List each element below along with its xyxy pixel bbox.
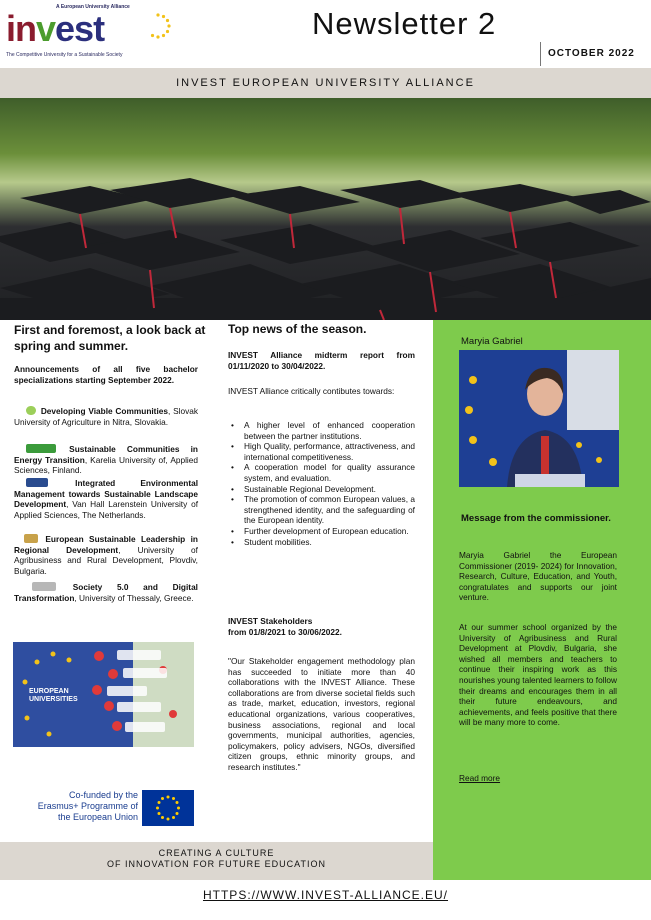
list-item: • A cooperation model for quality assurance system, and evaluation. — [228, 462, 415, 483]
contribution-list — [228, 420, 415, 547]
column-commissioner — [433, 320, 651, 880]
motto-line-1: CREATING A CULTURE — [158, 848, 275, 858]
list-item: • High Quality, performance, attractiveness, and international competitiveness. — [228, 441, 415, 462]
erasmus-text: Co-funded by the Erasmus+ Programme of the European Union — [37, 790, 138, 822]
stakeholders-quote: "Our Stakeholder engagement methodology plan has succeeded to initiate more than 40 collaborations with the INVEST Alliance. These collaborations are from diverse societal fields such as trade, market, education, investors, regional educational organizations, various cooperatives, business associations, regional and local governments, municipal authorities, agencies, policymakers, policy advisers, NGOs, diversified citizen groups, ethnic minority groups, and research institutes." — [228, 656, 415, 772]
newsletter-date: OCTOBER 2022 — [548, 48, 635, 59]
stakeholders-title: INVEST Stakeholders from 01/8/2021 to 30/06/2022. — [228, 616, 342, 637]
commissioner-paragraph-1: Maryia Gabriel the European Commissioner (2019- 2024) for Innovation, Research, Culture, Education, and Youth, congratulates and supports our joint venture. — [459, 550, 617, 603]
list-item: • A higher level of enhanced cooperation between the partner institutions. — [228, 420, 415, 441]
karelia-logo-icon — [26, 444, 56, 453]
specialization-item: European Sustainable Leadership in Regional Development, University of Agribusiness and Rural Development, Plovdiv, Bulgaria. — [14, 534, 198, 576]
logo-wordmark: invest — [6, 8, 105, 49]
look-back-heading: First and foremost, a look back at spring and summer. — [14, 323, 206, 353]
specializations-intro: Announcements of all five bachelor specializations starting September 2022. — [14, 364, 198, 385]
invest-logo[interactable] — [6, 4, 176, 62]
column-look-back — [0, 320, 221, 842]
vhl-logo-icon — [26, 478, 48, 487]
newsletter-title: Newsletter 2 — [312, 6, 497, 41]
website-link[interactable]: HTTPS://WWW.INVEST-ALLIANCE.EU/ — [202, 888, 449, 902]
motto-line-2: OF INNOVATION FOR FUTURE EDUCATION — [107, 859, 326, 869]
thessaly-logo-icon — [32, 582, 56, 591]
erasmus-cofunded-logo — [30, 790, 200, 826]
eu-flag-icon — [142, 790, 194, 826]
newsletter-header — [0, 0, 651, 68]
list-item: • Student mobilities. — [228, 537, 415, 548]
top-news-heading: Top news of the season. — [228, 322, 367, 336]
specialization-item: Society 5.0 and Digital Transformation, University of Thessaly, Greece. — [14, 582, 198, 603]
specialization-item: Integrated Environmental Management towards Sustainable Landscape Development, Van Hall Larenstein University of Applied Sciences, The Netherlands. — [14, 478, 199, 520]
footer-motto — [0, 842, 433, 880]
specialization-item: Sustainable Communities in Energy Transition, Karelia University of, Applied Sciences, Finland. — [14, 444, 199, 476]
report-intro: INVEST Alliance critically contibutes towards: — [228, 386, 395, 396]
graduation-caps-photo — [0, 98, 651, 320]
list-item: • Further development of European education. — [228, 526, 415, 537]
list-item: • The promotion of common European values, a strengthened identity, and the safeguarding of the European identity. — [228, 494, 415, 526]
column-top-news — [221, 320, 433, 842]
map-title: EUROPEAN UNIVERSITIES — [29, 688, 78, 703]
leaf-logo-icon — [26, 406, 36, 415]
partner-map-image[interactable] — [13, 642, 194, 747]
list-item: • Sustainable Regional Development. — [228, 484, 415, 495]
read-more-link[interactable]: Read more — [459, 773, 501, 783]
header-divider — [540, 42, 541, 66]
commissioner-name: Maryia Gabriel — [461, 336, 523, 347]
commissioner-photo — [459, 350, 619, 487]
logo-tagline: A European University Alliance — [56, 4, 130, 10]
midterm-report-title: INVEST Alliance midterm report from 01/11/2020 to 30/04/2022. — [228, 350, 415, 371]
logo-subtitle: The Competitive University for a Sustainable Society — [6, 52, 123, 58]
eu-stars-icon — [144, 12, 172, 40]
message-heading: Message from the commissioner. — [461, 513, 611, 524]
specialization-item: Developing Viable Communities, Slovak University of Agriculture in Nitra, Slovakia. — [14, 406, 198, 427]
uard-logo-icon — [24, 534, 38, 543]
commissioner-paragraph-2: At our summer school organized by the University of Agribusiness and Rural Development at Plovdiv, Bulgaria, she wished all members and teachers to continue their inspiring work as this nourishes young talented learners to follow their dreams and encourages them in all their future endeavours, and achievements, and feels positive that there will be many more to come. — [459, 622, 617, 728]
alliance-banner: INVEST EUROPEAN UNIVERSITY ALLIANCE — [0, 68, 651, 98]
